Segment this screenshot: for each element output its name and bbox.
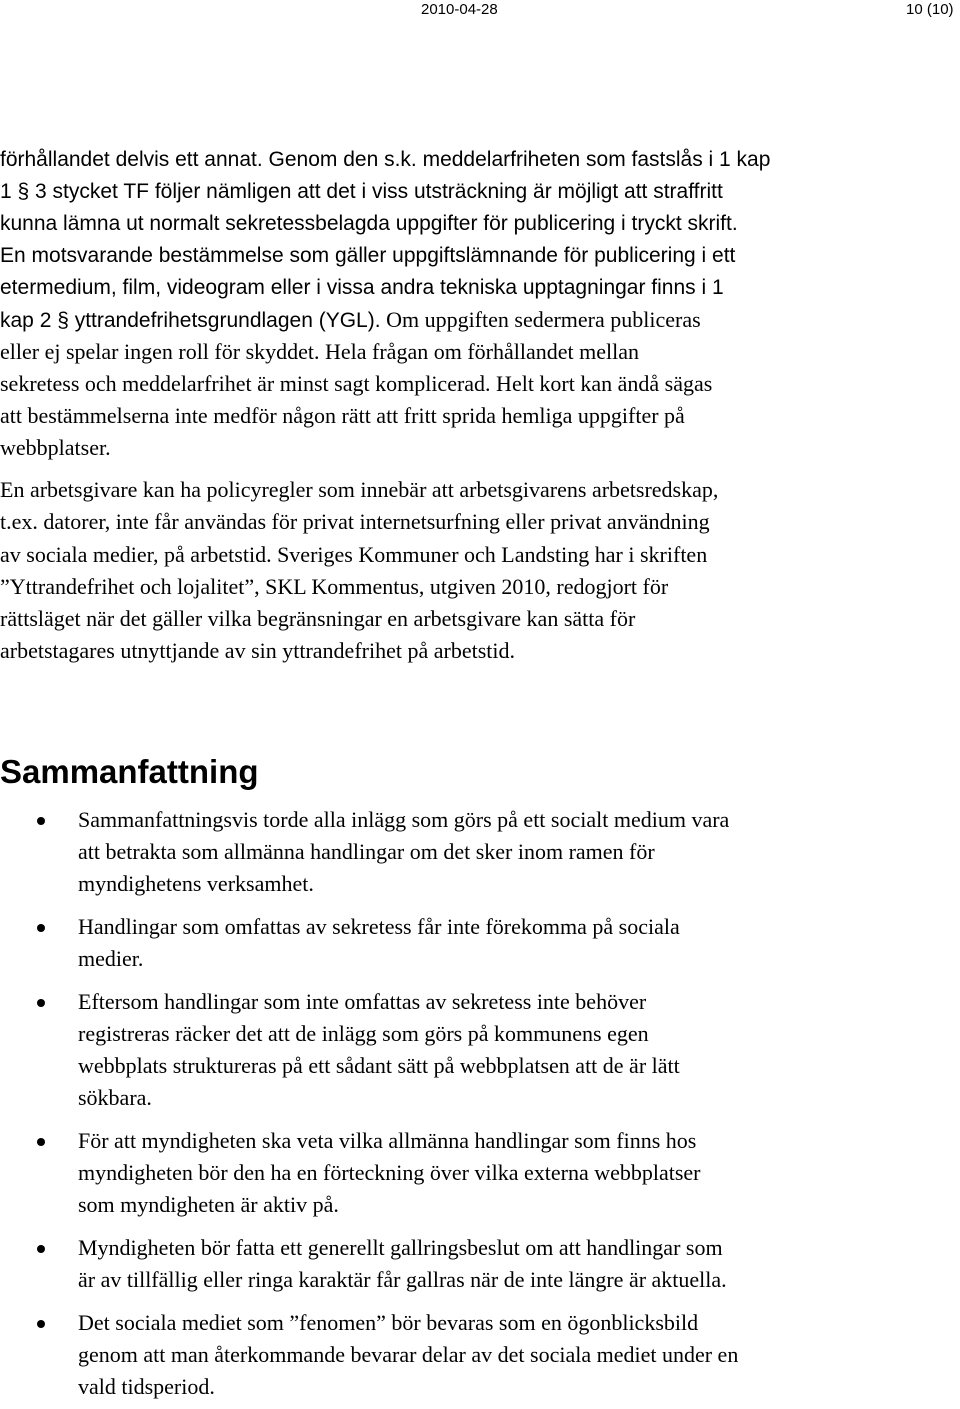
text-line-mixed [0,304,960,336]
text-line: Myndigheten bör fatta ett generellt gallringsbeslut om att handlingar som [78,1235,723,1260]
section-heading-sammanfattning: Sammanfattning [0,753,259,790]
bullet-icon [37,1245,45,1253]
text-line: genom att man återkommande bevarar delar av det sociala mediet under en [78,1342,739,1367]
text-line: myndigheten bör den ha en förteckning över vilka externa webbplatser [78,1160,701,1185]
text-line: är av tillfällig eller ringa karaktär får gallras när de inte längre är aktuella. [78,1267,727,1292]
text-line: t.ex. datorer, inte får användas för privat internetsurfning eller privat användning [0,509,710,535]
text-segment: kap 2 § yttrandefrihetsgrundlagen (YGL). [0,309,381,332]
text-line: För att myndigheten ska veta vilka allmänna handlingar som finns hos [78,1128,697,1153]
list-item [0,1125,960,1221]
text-line: En motsvarande bestämmelse som gäller uppgiftslämnande för publicering i ett [0,244,736,267]
list-item [0,911,960,975]
text-line: vald tidsperiod. [78,1374,215,1399]
text-line: En arbetsgivare kan ha policyregler som innebär att arbetsgivarens arbetsredskap, [0,477,719,502]
text-line: webbplats struktureras på ett sådant sätt på webbplatsen att de är lätt [78,1053,680,1078]
text-line: som myndigheten är aktiv på. [78,1192,339,1217]
text-line: etermedium, film, videogram eller i vissa andra tekniska upptagningar finns i 1 [0,276,724,299]
text-line: eller ej spelar ingen roll för skyddet. Hela frågan om förhållandet mellan [0,339,639,364]
bullet-icon [37,1138,45,1146]
text-line: kunna lämna ut normalt sekretessbelagda uppgifter för publicering i tryckt skrift. [0,212,738,235]
bullet-icon [37,1320,45,1328]
text-line: av sociala medier, på arbetstid. Sveriges Kommuner och Landsting har i skriften [0,541,708,567]
text-line: Eftersom handlingar som inte omfattas av sekretess inte behöver [78,989,647,1014]
bullet-icon [37,817,45,825]
text-line: webbplatser. [0,435,111,460]
text-line: att betrakta som allmänna handlingar om det sker inom ramen för [78,839,655,864]
text-line: Det sociala mediet som ”fenomen” bör bevaras som en ögonblicksbild [78,1310,699,1335]
text-line: att bestämmelserna inte medför någon rätt att fritt sprida hemliga uppgifter på [0,403,685,428]
bullet-icon [37,924,45,932]
text-line: 1 § 3 stycket TF följer nämligen att det i viss utsträckning är möjligt att straffritt [0,180,723,203]
text-line: förhållandet delvis ett annat. Genom den s.k. meddelarfriheten som fastslås i 1 kap [0,148,771,171]
summary-bullet-list [0,804,960,1403]
text-line: myndighetens verksamhet. [78,871,314,896]
bullet-icon [37,999,45,1007]
text-line: sekretess och meddelarfrihet är minst sagt komplicerad. Helt kort kan ändå sägas [0,371,713,396]
list-item [0,1232,960,1296]
paragraph-meddelarfrihet [0,144,960,464]
list-item [0,986,960,1114]
text-line: medier. [78,946,144,971]
paragraph-arbetsgivare [0,474,960,668]
header-date: 2010-04-28 [421,1,498,18]
text-segment: Om uppgiften sedermera publiceras [380,307,701,332]
text-line: Handlingar som omfattas av sekretess får inte förekomma på sociala [78,914,680,939]
page-header [0,0,960,20]
list-item [0,1307,960,1403]
text-line: registreras räcker det att de inlägg som görs på kommunens egen [78,1021,649,1046]
text-line: Sammanfattningsvis torde alla inlägg som görs på ett socialt medium vara [78,807,730,832]
text-line: sökbara. [78,1085,152,1110]
text-line: arbetstagares utnyttjande av sin yttrandefrihet på arbetstid. [0,638,515,664]
text-line: ”Yttrandefrihet och lojalitet”, SKL Kommentus, utgiven 2010, redogjort för [0,573,669,599]
text-line: rättsläget när det gäller vilka begränsningar en arbetsgivare kan sätta för [0,606,636,632]
list-item [0,804,960,900]
header-page-number: 10 (10) [906,1,954,18]
